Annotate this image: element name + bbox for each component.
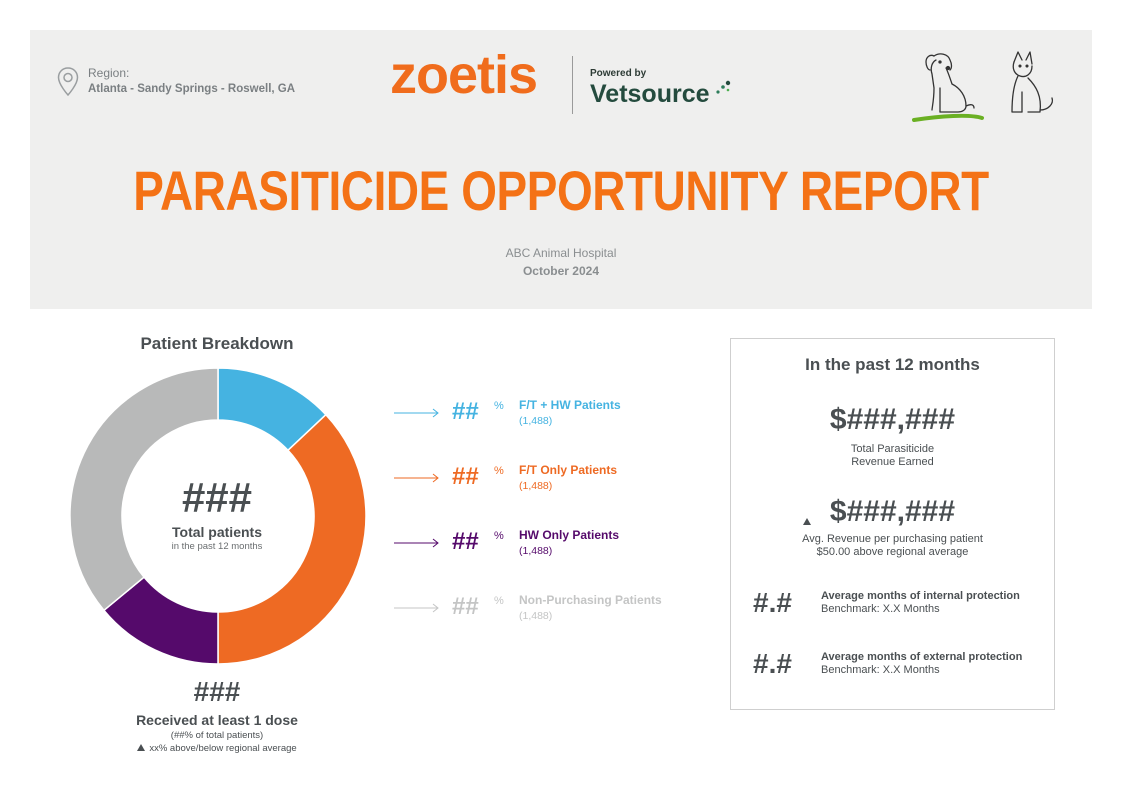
- legend-item: [394, 398, 694, 440]
- arrow-right-icon: [394, 408, 440, 418]
- region-value: Atlanta - Sandy Springs - Roswell, GA: [88, 83, 296, 95]
- legend-label: F/T Only Patients: [519, 463, 618, 477]
- total-revenue-value: $###,###: [829, 403, 956, 436]
- total-patients-label: Total patients: [172, 524, 262, 540]
- dose-sub: (##% of total patients): [170, 730, 264, 741]
- vetsource-logo: Vetsource: [590, 80, 710, 108]
- patient-breakdown-title: Patient Breakdown: [140, 334, 294, 353]
- internal-protection-value: #.#: [753, 587, 792, 618]
- legend-value: ##: [452, 463, 479, 490]
- total-revenue-label-line1: Total Parasiticide: [850, 443, 935, 455]
- cat-icon: [1012, 52, 1052, 112]
- summary-title: In the past 12 months: [805, 355, 980, 374]
- external-protection-value: #.#: [753, 648, 792, 679]
- legend-value: ##: [452, 528, 479, 555]
- report-title: PARASITICIDE OPPORTUNITY REPORT: [133, 159, 989, 222]
- legend-unit: %: [494, 465, 504, 477]
- legend-value: ##: [452, 398, 479, 425]
- internal-protection-row: [753, 587, 1053, 623]
- avg-revenue-value: $###,###: [829, 495, 956, 528]
- arrow-right-icon: [394, 603, 440, 613]
- arrow-right-icon: [394, 473, 440, 483]
- legend-label: HW Only Patients: [519, 528, 620, 542]
- region-block: [56, 66, 295, 98]
- internal-protection-label: Average months of internal protection: [821, 590, 1020, 602]
- external-protection-label: Average months of external protection: [821, 651, 1023, 663]
- internal-protection-benchmark: Benchmark: X.X Months: [821, 603, 940, 615]
- legend-value: ##: [452, 593, 479, 620]
- location-pin-icon: [56, 66, 80, 98]
- legend-count: (1,488): [519, 480, 553, 492]
- legend-unit: %: [494, 400, 504, 412]
- legend-unit: %: [494, 530, 504, 542]
- total-revenue-label: [731, 443, 1054, 469]
- dose-compare-text: xx% above/below regional average: [149, 743, 297, 754]
- grass-stroke: [914, 116, 982, 120]
- external-protection-benchmark: Benchmark: X.X Months: [821, 664, 940, 676]
- legend-item: [394, 463, 694, 505]
- summary-box: [730, 338, 1055, 710]
- up-triangle-icon: [137, 744, 145, 751]
- legend-count: (1,488): [519, 415, 553, 427]
- avg-revenue-label-line2: $50.00 above regional average: [816, 546, 969, 558]
- legend-unit: %: [494, 595, 504, 607]
- legend-count: (1,488): [519, 610, 553, 622]
- powered-by-label: Powered by: [590, 68, 647, 79]
- avg-revenue-label-line1: Avg. Revenue per purchasing patient: [802, 533, 983, 545]
- arrow-right-icon: [394, 538, 440, 548]
- avg-revenue-label: [731, 533, 1054, 559]
- pets-illustration: [910, 48, 1060, 128]
- zoetis-logo: zoetis: [390, 45, 538, 105]
- dose-summary: [68, 676, 366, 754]
- dose-label: Received at least 1 dose: [136, 712, 298, 728]
- logo-divider: [572, 56, 573, 114]
- donut-center: [68, 474, 366, 552]
- total-patients-sub: in the past 12 months: [171, 541, 263, 552]
- total-revenue-label-line2: Revenue Earned: [851, 456, 934, 468]
- hospital-name: ABC Animal Hospital: [505, 246, 617, 260]
- external-protection-row: [753, 648, 1053, 684]
- dog-icon: [926, 54, 974, 112]
- legend-label: F/T + HW Patients: [519, 398, 621, 412]
- legend-label: Non-Purchasing Patients: [519, 593, 662, 607]
- legend-item: [394, 593, 694, 635]
- total-patients-value: ###: [181, 474, 253, 521]
- vetsource-dots-icon: [712, 78, 732, 98]
- legend-item: [394, 528, 694, 570]
- report-period: October 2024: [522, 264, 600, 278]
- report-header: [30, 30, 1092, 309]
- dose-compare: [68, 743, 366, 754]
- region-label: Region:: [88, 66, 130, 80]
- legend-count: (1,488): [519, 545, 553, 557]
- dose-value: ###: [193, 676, 241, 707]
